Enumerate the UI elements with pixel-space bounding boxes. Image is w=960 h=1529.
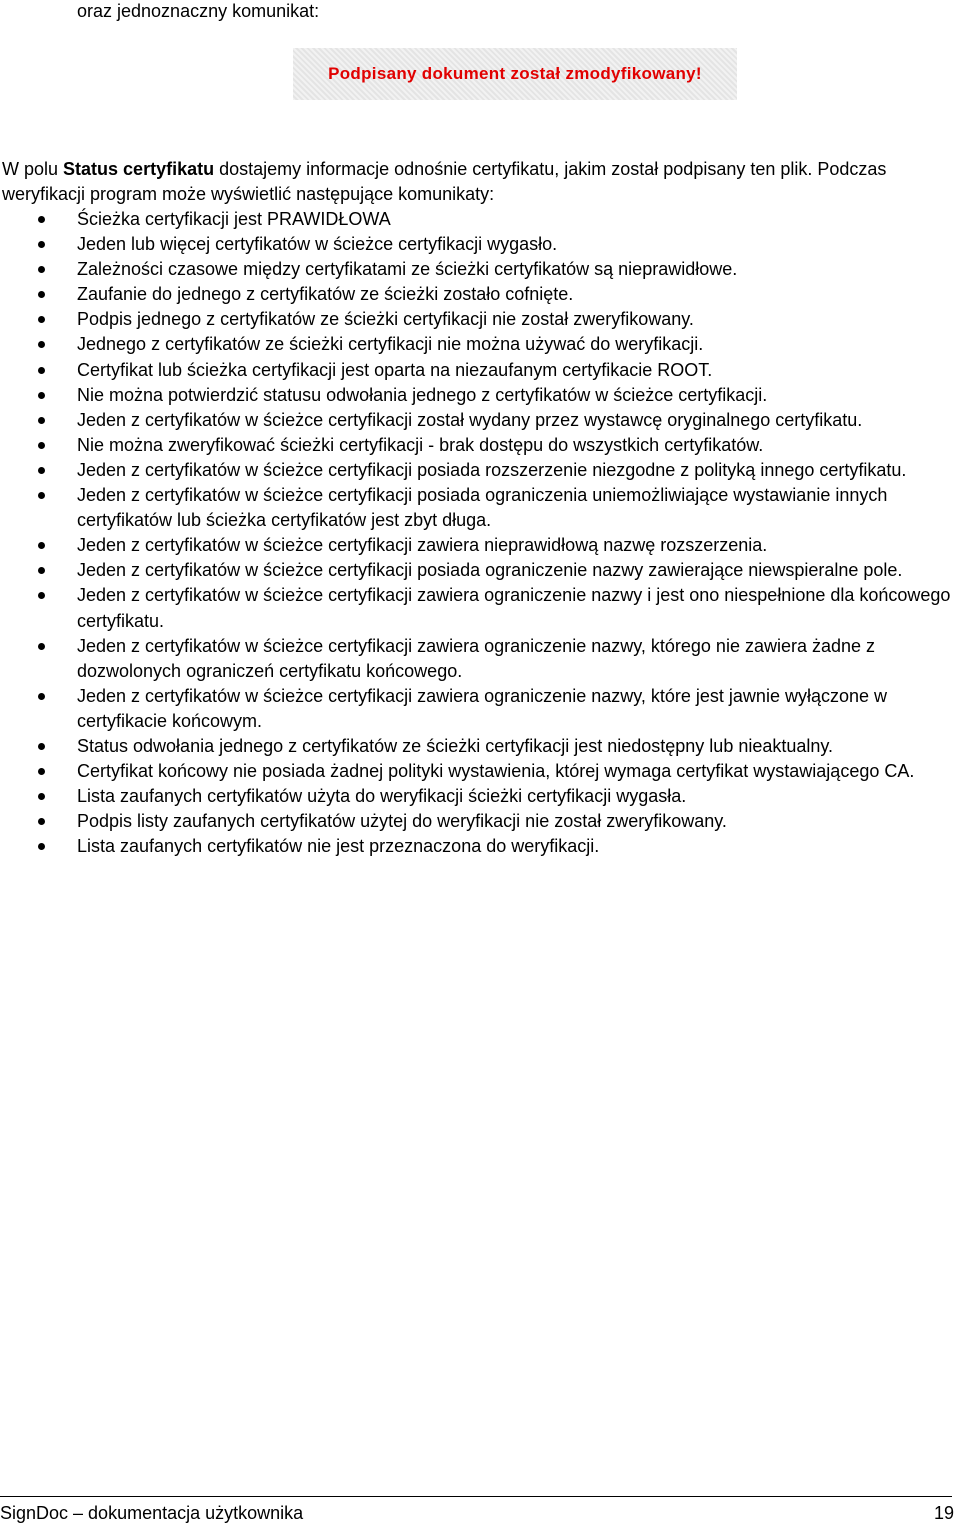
status-paragraph bbox=[2, 157, 952, 207]
list-item bbox=[0, 533, 960, 558]
list-item-text: Lista zaufanych certyfikatów użyta do weryfikacji ścieżki certyfikacji wygasła. bbox=[77, 786, 687, 807]
list-item-text: Jeden z certyfikatów w ścieżce certyfikacji zawiera nieprawidłową nazwę rozszerzenia. bbox=[77, 535, 768, 556]
modified-document-message-text: Podpisany dokument został zmodyfikowany! bbox=[328, 64, 702, 83]
footer-title: SignDoc – dokumentacja użytkownika bbox=[0, 1503, 304, 1523]
bullet-icon bbox=[38, 216, 45, 223]
list-item bbox=[0, 759, 960, 784]
bullet-icon bbox=[38, 793, 45, 800]
bullet-icon bbox=[38, 341, 45, 348]
list-item bbox=[0, 784, 960, 809]
bullet-icon bbox=[38, 567, 45, 574]
bullet-icon bbox=[38, 291, 45, 298]
list-item bbox=[0, 809, 960, 834]
list-item bbox=[0, 207, 960, 232]
bullet-icon bbox=[38, 266, 45, 273]
list-item bbox=[0, 583, 960, 633]
list-item bbox=[0, 684, 960, 734]
list-item-text: Zaufanie do jednego z certyfikatów ze ścieżki zostało cofnięte. bbox=[77, 284, 574, 305]
list-item-text: Lista zaufanych certyfikatów nie jest przeznaczona do weryfikacji. bbox=[77, 836, 600, 857]
bullet-icon bbox=[38, 392, 45, 399]
bullet-icon bbox=[38, 643, 45, 650]
list-item bbox=[0, 408, 960, 433]
list-item bbox=[0, 734, 960, 759]
bullet-icon bbox=[38, 768, 45, 775]
bullet-icon bbox=[38, 843, 45, 850]
paragraph-suffix: dostajemy informacje odnośnie certyfikatu, jakim został podpisany ten plik. Podczas weryfikacji program może wyświetlić następujące komunikaty: bbox=[2, 159, 887, 204]
list-item-text: Nie można zweryfikować ścieżki certyfikacji - brak dostępu do wszystkich certyfikatów. bbox=[77, 434, 764, 455]
bullet-icon bbox=[38, 367, 45, 374]
bullet-icon bbox=[38, 467, 45, 474]
paragraph-bold-term: Status certyfikatu bbox=[63, 159, 215, 179]
modified-document-message-image bbox=[293, 48, 737, 100]
list-item bbox=[0, 232, 960, 257]
list-item-text: Jeden z certyfikatów w ścieżce certyfikacji zawiera ograniczenie nazwy, którego nie zawiera żadne z dozwolonych ograniczeń certyfikatu końcowego. bbox=[77, 635, 876, 681]
footer-divider bbox=[0, 1496, 952, 1497]
list-item-text: Jeden z certyfikatów w ścieżce certyfikacji został wydany przez wystawcę oryginalnego certyfikatu. bbox=[77, 409, 863, 430]
list-item bbox=[0, 458, 960, 483]
bullet-icon bbox=[38, 693, 45, 700]
list-item bbox=[0, 358, 960, 383]
page-number: 19 bbox=[933, 1503, 954, 1523]
list-item-text: Certyfikat końcowy nie posiada żadnej polityki wystawienia, której wymaga certyfikat wystawiającego CA. bbox=[77, 761, 915, 782]
bullet-icon bbox=[38, 442, 45, 449]
list-item-text: Ścieżka certyfikacji jest PRAWIDŁOWA bbox=[77, 209, 391, 229]
bullet-icon bbox=[38, 743, 45, 750]
bullet-icon bbox=[38, 241, 45, 248]
list-item-text: Nie można potwierdzić statusu odwołania jednego z certyfikatów w ścieżce certyfikacji. bbox=[77, 384, 768, 405]
list-item bbox=[0, 282, 960, 307]
bullet-icon bbox=[38, 592, 45, 599]
list-item-text: Podpis listy zaufanych certyfikatów użytej do weryfikacji nie został zweryfikowany. bbox=[77, 811, 727, 832]
list-item-text: Jednego z certyfikatów ze ścieżki certyfikacji nie można używać do weryfikacji. bbox=[77, 334, 704, 355]
list-item-text: Status odwołania jednego z certyfikatów ze ścieżki certyfikacji jest niedostępny lub nieaktualny. bbox=[77, 735, 834, 756]
list-item bbox=[0, 483, 960, 533]
list-item-text: Jeden z certyfikatów w ścieżce certyfikacji posiada rozszerzenie niezgodne z polityką innego certyfikatu. bbox=[77, 459, 907, 480]
bullet-icon bbox=[38, 818, 45, 825]
list-item-text: Jeden z certyfikatów w ścieżce certyfikacji posiada ograniczenie nazwy zawierające niewspieralne pole. bbox=[77, 560, 903, 581]
bullet-icon bbox=[38, 492, 45, 499]
list-item-text: Podpis jednego z certyfikatów ze ścieżki certyfikacji nie został zweryfikowany. bbox=[77, 309, 694, 330]
list-item-text: Certyfikat lub ścieżka certyfikacji jest oparta na niezaufanym certyfikacie ROOT. bbox=[77, 359, 713, 380]
list-item-text: Jeden lub więcej certyfikatów w ścieżce certyfikacji wygasło. bbox=[77, 234, 558, 255]
list-item-text: Zależności czasowe między certyfikatami ze ścieżki certyfikatów są nieprawidłowe. bbox=[77, 259, 738, 280]
list-item bbox=[0, 332, 960, 357]
list-item bbox=[0, 634, 960, 684]
bullet-icon bbox=[38, 316, 45, 323]
list-item bbox=[0, 433, 960, 458]
list-item-text: Jeden z certyfikatów w ścieżce certyfikacji posiada ograniczenia uniemożliwiające wystawianie innych certyfikatów lub ścieżka certyfikatów jest zbyt długa. bbox=[77, 485, 888, 531]
list-item bbox=[0, 383, 960, 408]
list-item bbox=[0, 307, 960, 332]
status-message-list bbox=[0, 207, 960, 859]
list-item bbox=[0, 257, 960, 282]
intro-text: oraz jednoznaczny komunikat: bbox=[77, 1, 320, 21]
list-item-text: Jeden z certyfikatów w ścieżce certyfikacji zawiera ograniczenie nazwy, które jest jawnie wyłączone w certyfikacie końcowym. bbox=[77, 685, 887, 731]
paragraph-prefix: W polu bbox=[2, 159, 64, 179]
list-item bbox=[0, 558, 960, 583]
list-item-text: Jeden z certyfikatów w ścieżce certyfikacji zawiera ograniczenie nazwy i jest ono niespełnione dla końcowego certyfikatu. bbox=[77, 585, 951, 631]
bullet-icon bbox=[38, 542, 45, 549]
list-item bbox=[0, 834, 960, 859]
bullet-icon bbox=[38, 417, 45, 424]
